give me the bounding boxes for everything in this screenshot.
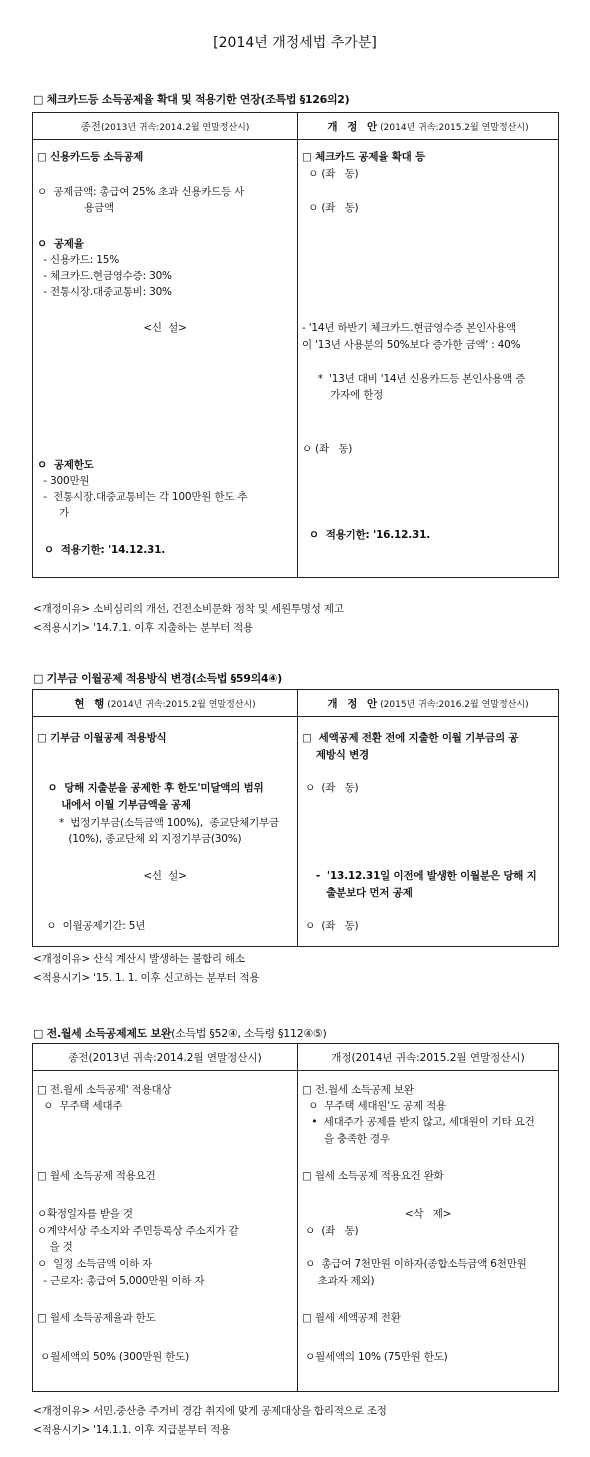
cell-line: <신 설> — [143, 322, 187, 334]
cell-line: ㅇ 일정 소득금액 이하 자 — [37, 1258, 153, 1270]
cell-line: - 신용카드: 15% — [37, 254, 119, 266]
cell-line: □ 월세 소득공제율과 한도 — [37, 1312, 156, 1324]
cell-line: ㅇ 무주택 세대원'도 공제 적용 — [302, 1100, 446, 1112]
cell-line: ㅇ 이월공제기간: 5년 — [37, 920, 146, 932]
cell-line: □ 월세 소득공제 적용요건 완화 — [302, 1170, 444, 1182]
section3-table — [32, 1043, 559, 1392]
cell-line: <신 설> — [143, 870, 187, 882]
section3-note-reason: <개정이유> 서민.중산층 주거비 경감 취지에 맞게 공제대상을 합리적으로 조정 — [33, 1405, 387, 1417]
cell-line: ㅇ 공제율 — [37, 238, 84, 250]
cell-line: ㅇ확정일자를 받을 것 — [37, 1208, 133, 1220]
cell-line: 가자에 한정 — [302, 389, 384, 401]
cell-line: 초과자 제외) — [302, 1275, 375, 1287]
cell-line: 내에서 이월 기부금액을 공제 — [37, 799, 191, 811]
cell-line: ㅇ 총급여 7천만원 이하자(종합소득금액 6천만원 — [302, 1258, 527, 1270]
section1-note-timing: <적용시기> '14.7.1. 이후 지출하는 분부터 적용 — [33, 622, 254, 634]
cell-line: - '13.12.31일 이전에 발생한 이월분은 당해 지 — [302, 870, 537, 882]
cell-line: □ 신용카드등 소득공제 — [37, 151, 144, 163]
cell-line: ㅇ계약서상 주소지와 주민등록상 주소지가 같 — [37, 1225, 239, 1237]
cell-line: ㅇ월세액의 50% (300만원 한도) — [37, 1351, 190, 1363]
cell-line: * '13년 대비 '14년 신용카드등 본인사용액 증 — [302, 373, 526, 385]
right-header-main: 개 정 안 — [327, 697, 381, 710]
left-header-main: 현 행 — [74, 697, 108, 710]
section3-note-timing: <적용시기> '14.1.1. 이후 지급분부터 적용 — [33, 1424, 231, 1436]
cell-line: ㅇ 공제금액: 총급여 25% 초과 신용카드등 사 — [37, 186, 245, 198]
left-header-sub: (2014년 귀속:2015.2월 연말정산시) — [107, 699, 256, 710]
cell-line: (10%), 종교단체 외 지정기부금(30%) — [37, 833, 242, 845]
cell-line: - '14년 하반기 체크카드.현금영수증 본인사용액 — [302, 322, 516, 334]
cell-line: □ 세액공제 전환 전에 지출한 이월 기부금의 공 — [302, 732, 519, 744]
section2-heading: □ 기부금 이월공제 적용방식 변경(소득법 §59의4④) — [33, 672, 283, 685]
section3-right-header: 개정(2014년 귀속:2015.2월 연말정산시) — [298, 1044, 559, 1071]
section2-note-reason: <개정이유> 산식 계산시 발생하는 불합리 해소 — [33, 953, 245, 965]
cell-line: - 전통시장.대중교통비는 각 100만원 한도 추 — [37, 491, 248, 503]
left-header-main: 종전 — [80, 120, 101, 133]
cell-line: ㅇ 무주택 세대주 — [37, 1100, 123, 1112]
cell-line: - 근로자: 총급여 5,000만원 이하 자 — [37, 1275, 205, 1287]
cell-line: □ 전.월세 소득공제 보완 — [302, 1084, 414, 1096]
section1-note-reason: <개정이유> 소비심리의 개선, 건전소비문화 정착 및 세원투명성 제고 — [33, 603, 344, 615]
cell-line: ㅇ (좌 동) — [302, 920, 359, 932]
cell-line: - 300만원 — [37, 475, 90, 487]
cell-line: ㅇ 공제한도 — [37, 459, 94, 471]
cell-line: - 전통시장.대중교통비: 30% — [37, 286, 172, 298]
section2-table — [32, 689, 559, 947]
cell-line: □ 월세 세액공제 전환 — [302, 1312, 401, 1324]
section1-heading: □ 체크카드등 소득공제율 확대 및 적용기한 연장(조특법 §126의2) — [33, 93, 350, 106]
section3-heading-ref: (소득법 §52④, 소득령 §112④⑤) — [171, 1027, 327, 1040]
right-header-main: 개 정 안 — [327, 120, 381, 133]
left-header-sub: (2013년 귀속:2014.2월 연말정산시) — [100, 122, 250, 133]
cell-line: ㅇ 적용기한: '16.12.31. — [302, 529, 431, 541]
section2-left-header — [33, 690, 298, 717]
cell-line: □ 월세 소득공제 적용요건 — [37, 1170, 156, 1182]
cell-line: □ 체크카드 공제율 확대 등 — [302, 151, 425, 163]
cell-line: 가 — [37, 507, 69, 519]
cell-line: □ 전.월세 소득공제' 적용대상 — [37, 1084, 172, 1096]
page-title: [2014년 개정세법 추가분] — [213, 35, 377, 51]
cell-line: 을 것 — [37, 1241, 73, 1253]
cell-line: 용금액 — [37, 202, 114, 214]
cell-line: 제방식 변경 — [302, 749, 369, 761]
cell-line: <삭 제> — [404, 1208, 452, 1220]
cell-line: • 세대주가 공제를 받지 않고, 세대원이 기타 요건 — [302, 1116, 535, 1128]
section1-left-header — [33, 113, 298, 140]
section3-left-header: 종전(2013년 귀속:2014.2월 연말정산시) — [33, 1044, 298, 1071]
cell-line: ㅇ 당해 지출분을 공제한 후 한도'미달액의 범위 — [37, 782, 264, 794]
cell-line: 을 충족한 경우 — [302, 1133, 390, 1145]
right-header-sub: (2015년 귀속:2016.2월 연말정산시) — [380, 699, 529, 710]
cell-line: * 법정기부금(소득금액 100%), 종교단체기부금 — [37, 817, 279, 829]
cell-line: ㅇ (좌 동) — [302, 443, 353, 455]
section1-table — [32, 112, 559, 578]
right-header-sub: (2014년 귀속:2015.2월 연말정산시) — [380, 122, 529, 133]
cell-line: ㅇ (좌 동) — [302, 202, 359, 214]
section3-heading — [33, 1025, 326, 1041]
section1-right-header — [298, 113, 559, 140]
cell-line: - 체크카드.현금영수증: 30% — [37, 270, 172, 282]
cell-line: ㅇ (좌 동) — [302, 1225, 359, 1237]
cell-line: ㅇ (좌 동) — [302, 782, 359, 794]
section2-note-timing: <적용시기> '15. 1. 1. 이후 신고하는 분부터 적용 — [33, 972, 260, 984]
cell-line: 이 '13년 사용분의 50%보다 증가한 금액' : 40% — [302, 339, 521, 351]
section2-right-header — [298, 690, 559, 717]
cell-line: ㅇ월세액의 10% (75만원 한도) — [302, 1351, 448, 1363]
section3-heading-text: □ 전.월세 소득공제제도 보완 — [33, 1027, 172, 1040]
cell-line: 출분보다 먼저 공제 — [302, 887, 413, 899]
cell-line: ㅇ (좌 동) — [302, 168, 359, 180]
cell-line: □ 기부금 이월공제 적용방식 — [37, 732, 167, 744]
cell-line: ㅇ 적용기한: '14.12.31. — [37, 544, 166, 556]
